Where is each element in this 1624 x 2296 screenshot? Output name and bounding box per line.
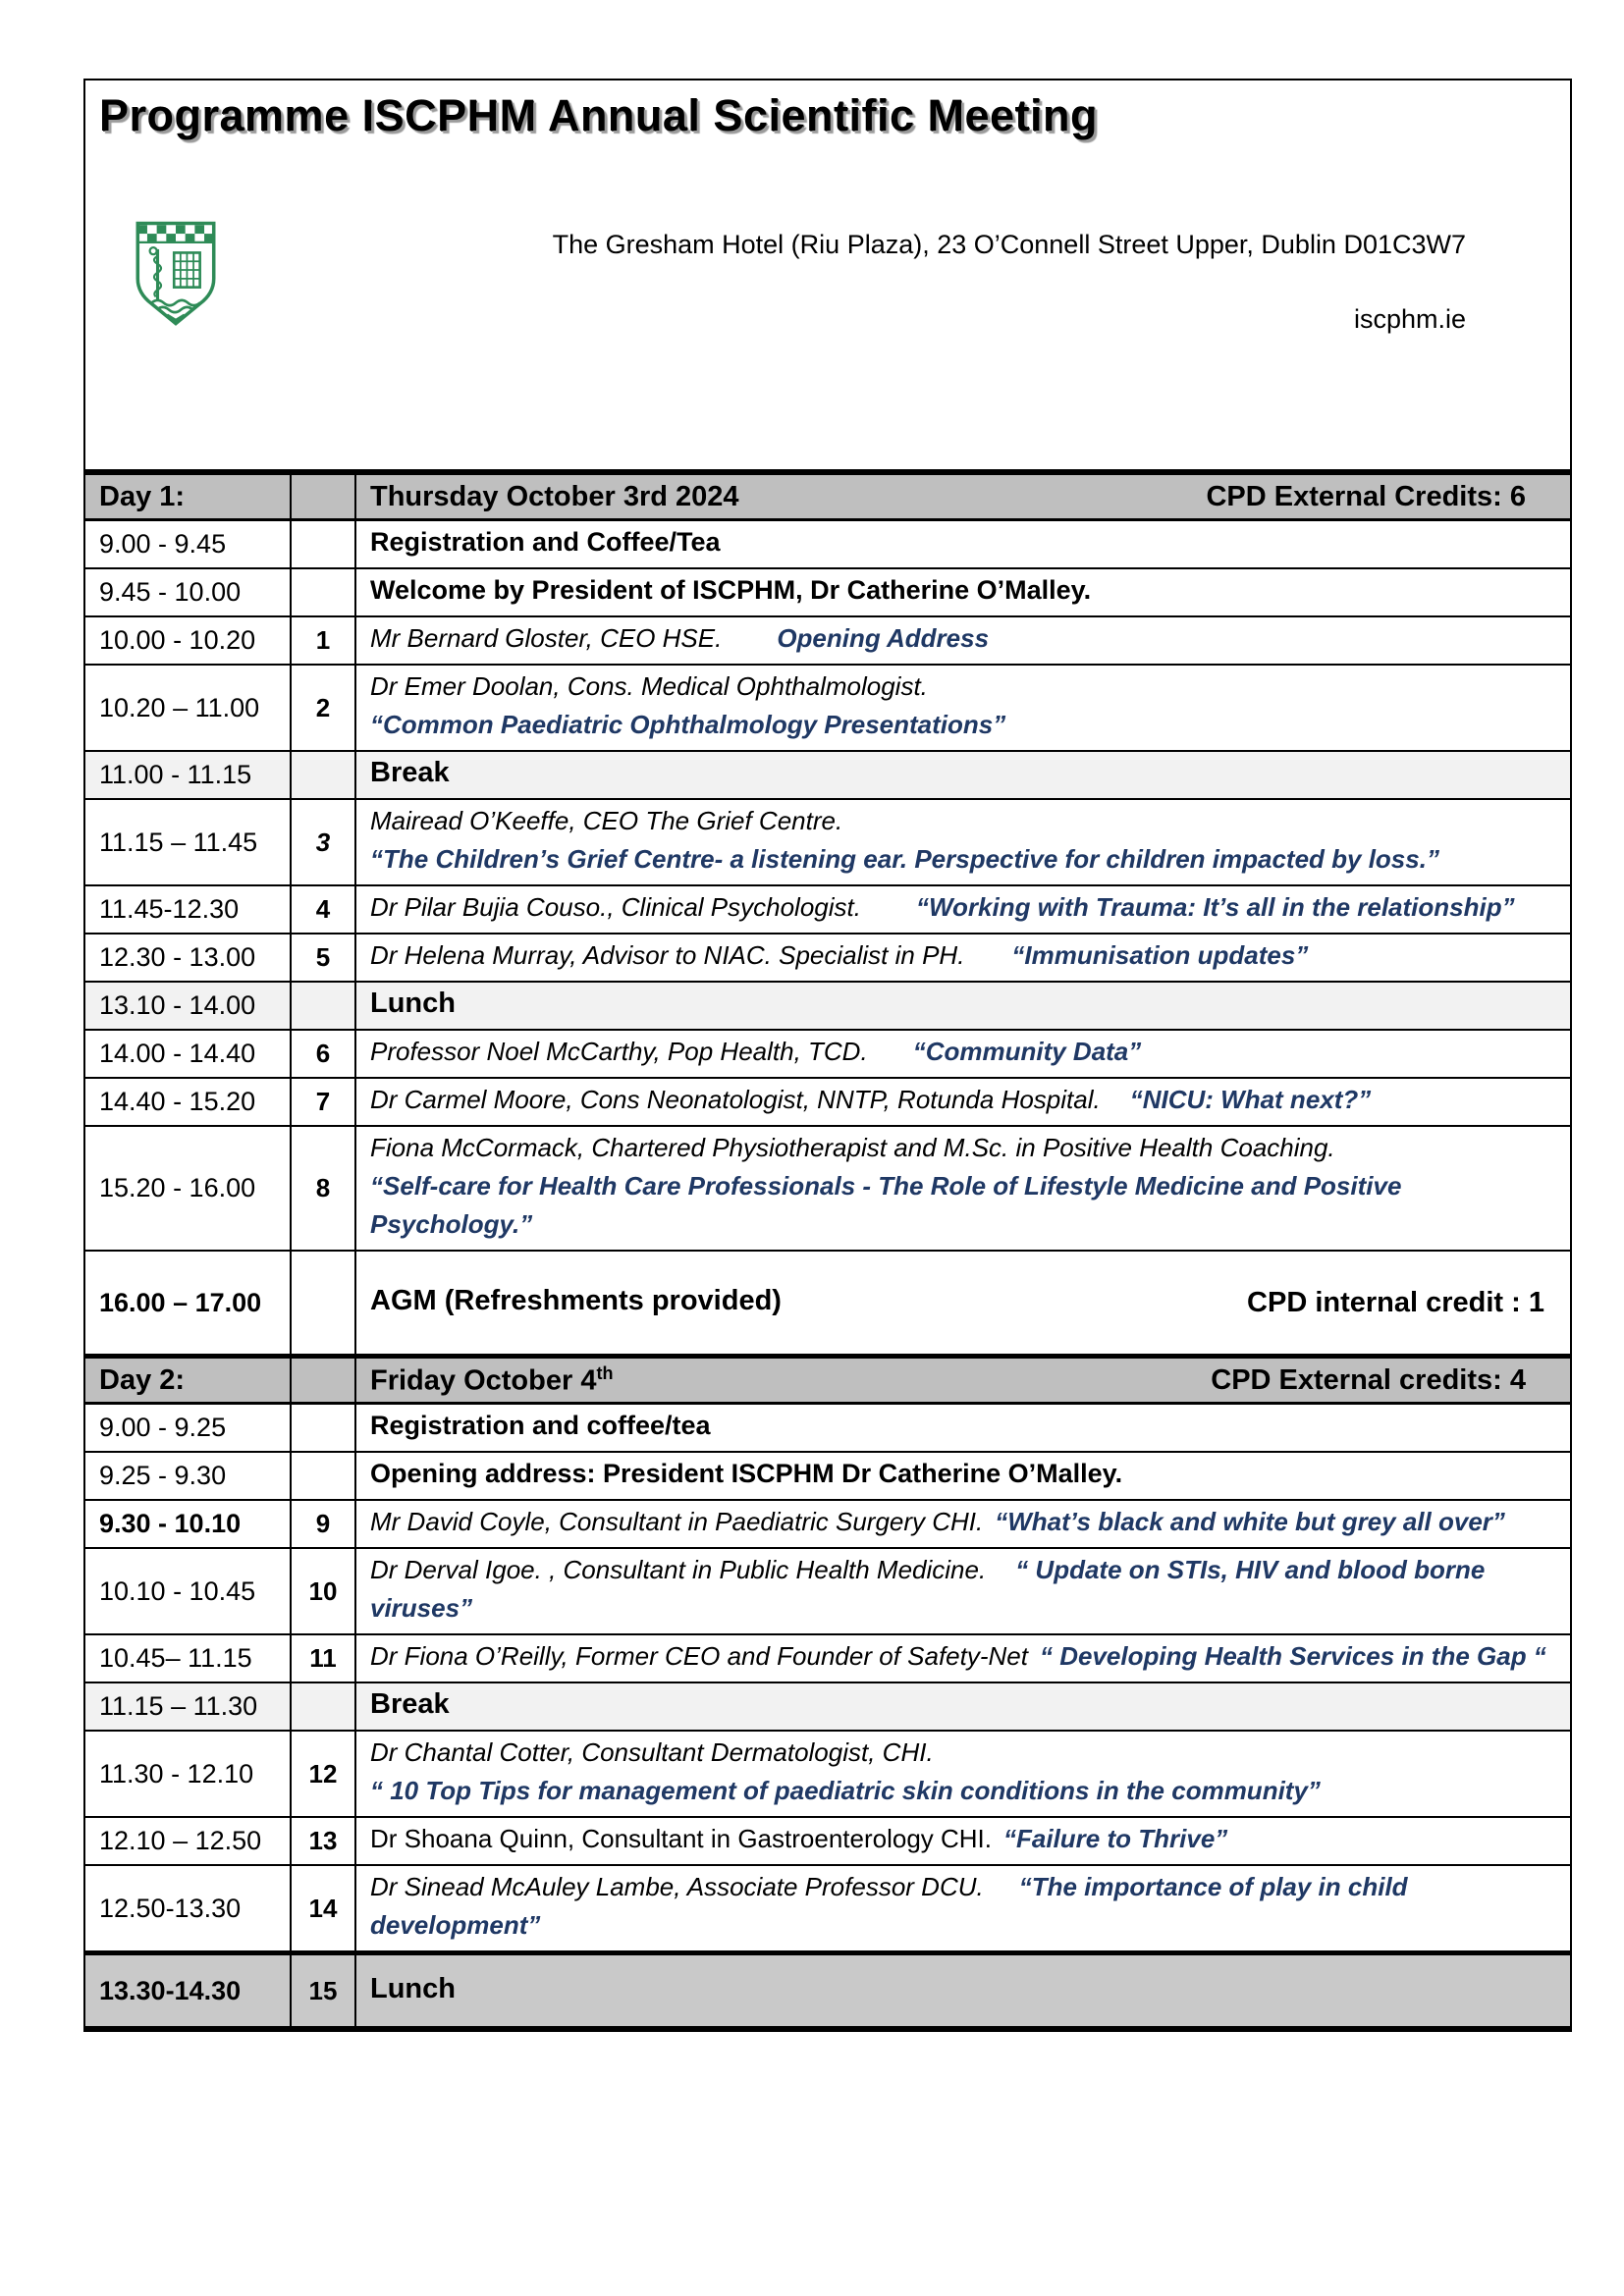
speaker-text: Mr Bernard Gloster, CEO HSE.: [370, 623, 723, 653]
session-number-cell: 3: [292, 800, 356, 884]
crest-grid: [174, 252, 199, 287]
talk-title-text: “The importance of play in child development”: [370, 1872, 1408, 1940]
talk-title-text: “Working with Trauma: It’s all in the relationship”: [915, 892, 1515, 922]
schedule-row: [85, 1252, 1570, 1356]
schedule-row: [85, 1952, 1570, 2030]
session-content-cell: [356, 983, 1570, 1029]
speaker-text: Mairead O’Keeffe, CEO The Grief Centre.: [370, 806, 843, 835]
schedule-row: [85, 800, 1570, 886]
schedule-row: [85, 1405, 1570, 1453]
session-content-cell: [356, 1955, 1570, 2026]
speaker-text: Professor Noel McCarthy, Pop Health, TCD.: [370, 1037, 868, 1066]
document-title: Programme ISCPHM Annual Scientific Meeting: [99, 90, 1098, 140]
session-content-cell: [356, 1635, 1570, 1682]
session-content-cell: [356, 1252, 1570, 1354]
session-content-cell: [356, 475, 1570, 518]
session-number-cell: 14: [292, 1866, 356, 1950]
session-number-cell: [292, 521, 356, 567]
document-header: [85, 80, 1570, 469]
session-number-cell: 9: [292, 1501, 356, 1547]
session-number-cell: 2: [292, 666, 356, 750]
session-content-cell: [356, 1031, 1570, 1077]
talk-title-text: “Community Data”: [912, 1037, 1142, 1066]
session-number-cell: [292, 1359, 356, 1402]
day-title: Thursday October 3rd 2024: [370, 480, 739, 512]
schedule-row: [85, 886, 1570, 934]
session-number-cell: 5: [292, 934, 356, 981]
session-number-cell: [292, 475, 356, 518]
time-cell: 9.45 - 10.00: [85, 569, 292, 615]
session-content-cell: [356, 800, 1570, 884]
schedule-row: [85, 1818, 1570, 1866]
schedule-row: [85, 617, 1570, 666]
time-cell: 12.30 - 13.00: [85, 934, 292, 981]
talk-title-text: “Immunisation updates”: [1011, 940, 1309, 970]
schedule-row: [85, 983, 1570, 1031]
talk-title-text: “The Children’s Grief Centre- a listening ear. Perspective for children impacted by loss.”: [370, 844, 1439, 874]
time-cell: 9.30 - 10.10: [85, 1501, 292, 1547]
speaker-text: Registration and Coffee/Tea: [370, 527, 721, 557]
schedule-row: [85, 1079, 1570, 1127]
time-cell: 11.45-12.30: [85, 886, 292, 933]
talk-title-text: “Failure to Thrive”: [1003, 1824, 1228, 1853]
talk-title-text: “What’s black and white but grey all over”: [995, 1507, 1505, 1536]
talk-title-text: “ Developing Health Services in the Gap “: [1039, 1641, 1546, 1671]
session-number-cell: [292, 1683, 356, 1730]
session-number-cell: 4: [292, 886, 356, 933]
session-content-cell: [356, 1683, 1570, 1730]
schedule-row: [85, 1549, 1570, 1635]
talk-title-text: viruses”: [370, 1593, 473, 1623]
session-number-cell: [292, 1252, 356, 1354]
time-cell: 12.10 – 12.50: [85, 1818, 292, 1864]
session-content-cell: [356, 1549, 1570, 1633]
cpd-credits-label: CPD External Credits: 6: [1206, 480, 1526, 512]
schedule-row: [85, 1732, 1570, 1818]
session-content-cell: [356, 666, 1570, 750]
session-content-cell: [356, 1359, 1570, 1402]
time-cell: 9.25 - 9.30: [85, 1453, 292, 1499]
speaker-text: Dr Chantal Cotter, Consultant Dermatologist, CHI.: [370, 1737, 934, 1767]
iscphm-crest-logo: [133, 220, 219, 328]
session-number-cell: 11: [292, 1635, 356, 1682]
time-cell: Day 2:: [85, 1359, 292, 1402]
time-cell: 9.00 - 9.45: [85, 521, 292, 567]
session-content-cell: [356, 1818, 1570, 1864]
talk-title-text: “Self-care for Health Care Professionals - The Role of Lifestyle Medicine and Positive Psychology.”: [370, 1171, 1402, 1239]
speaker-text: Break: [370, 1688, 450, 1720]
speaker-text: Dr Shoana Quinn, Consultant in Gastroenterology CHI.: [370, 1824, 993, 1853]
session-number-cell: 1: [292, 617, 356, 664]
session-number-cell: 13: [292, 1818, 356, 1864]
session-content-cell: [356, 617, 1570, 664]
time-cell: 10.45– 11.15: [85, 1635, 292, 1682]
time-cell: Day 1:: [85, 475, 292, 518]
speaker-text: Dr Derval Igoe. , Consultant in Public Health Medicine.: [370, 1555, 987, 1584]
speaker-text: Break: [370, 757, 450, 788]
session-number-cell: [292, 983, 356, 1029]
session-number-cell: 15: [292, 1955, 356, 2026]
schedule-row: [85, 1031, 1570, 1079]
session-number-cell: 8: [292, 1127, 356, 1250]
session-content-cell: [356, 1866, 1570, 1950]
speaker-text: Dr Sinead McAuley Lambe, Associate Professor DCU.: [370, 1872, 984, 1901]
website-url: iscphm.ie: [1353, 304, 1466, 334]
speaker-text: Registration and coffee/tea: [370, 1411, 711, 1440]
venue-address: The Gresham Hotel (Riu Plaza), 23 O’Connell Street Upper, Dublin D01C3W7: [552, 230, 1466, 259]
session-content-cell: [356, 1405, 1570, 1451]
time-cell: 13.10 - 14.00: [85, 983, 292, 1029]
time-cell: 10.20 – 11.00: [85, 666, 292, 750]
schedule-row: [85, 1683, 1570, 1732]
schedule-row: [85, 752, 1570, 800]
speaker-text: Dr Helena Murray, Advisor to NIAC. Specialist in PH.: [370, 940, 965, 970]
speaker-text: Dr Fiona O’Reilly, Former CEO and Founder of Safety-Net: [370, 1641, 1028, 1671]
time-cell: 14.40 - 15.20: [85, 1079, 292, 1125]
time-cell: 11.15 – 11.30: [85, 1683, 292, 1730]
schedule-row: [85, 666, 1570, 752]
session-content-cell: [356, 1732, 1570, 1816]
talk-title-text: “ Update on STIs, HIV and blood borne: [1015, 1555, 1486, 1584]
session-content-cell: [356, 569, 1570, 615]
speaker-text: Lunch: [370, 988, 456, 1019]
talk-title-text: “NICU: What next?”: [1129, 1085, 1372, 1114]
time-cell: 11.30 - 12.10: [85, 1732, 292, 1816]
session-number-cell: 6: [292, 1031, 356, 1077]
session-content-cell: [356, 521, 1570, 567]
time-cell: 15.20 - 16.00: [85, 1127, 292, 1250]
speaker-text: Mr David Coyle, Consultant in Paediatric Surgery CHI.: [370, 1507, 984, 1536]
speaker-text: Opening address: President ISCPHM Dr Catherine O’Malley.: [370, 1459, 1123, 1488]
session-number-cell: 10: [292, 1549, 356, 1633]
time-cell: 10.10 - 10.45: [85, 1549, 292, 1633]
session-number-cell: [292, 1405, 356, 1451]
session-number-cell: [292, 1453, 356, 1499]
schedule-row: [85, 1453, 1570, 1501]
session-content-cell: [356, 934, 1570, 981]
schedule-row: [85, 1635, 1570, 1683]
speaker-text: AGM (Refreshments provided): [370, 1284, 782, 1316]
crest-checker-band: [137, 225, 213, 242]
time-cell: 11.15 – 11.45: [85, 800, 292, 884]
programme-sheet: [83, 79, 1572, 2032]
speaker-text: Dr Carmel Moore, Cons Neonatologist, NNTP, Rotunda Hospital.: [370, 1085, 1101, 1114]
time-cell: 16.00 – 17.00: [85, 1252, 292, 1354]
talk-title-text: “ 10 Top Tips for management of paediatric skin conditions in the community”: [370, 1776, 1321, 1805]
crest-asclepius-rod: [150, 247, 161, 299]
speaker-text: Welcome by President of ISCPHM, Dr Catherine O’Malley.: [370, 575, 1092, 605]
talk-title-text: “Common Paediatric Ophthalmology Presentations”: [370, 710, 1006, 739]
talk-title-text: Opening Address: [777, 623, 990, 653]
session-content-cell: [356, 1501, 1570, 1547]
session-content-cell: [356, 886, 1570, 933]
programme-table: [85, 469, 1570, 2030]
speaker-text: Lunch: [370, 1972, 456, 2004]
day-header-row: [85, 1356, 1570, 1405]
time-cell: 13.30-14.30: [85, 1955, 292, 2026]
session-number-cell: [292, 752, 356, 798]
speaker-text: Dr Pilar Bujia Couso., Clinical Psychologist.: [370, 892, 861, 922]
schedule-row: [85, 1866, 1570, 1952]
schedule-row: [85, 521, 1570, 569]
day-header-row: [85, 472, 1570, 521]
session-content-cell: [356, 1079, 1570, 1125]
time-cell: 11.00 - 11.15: [85, 752, 292, 798]
day-title: Friday October 4th: [370, 1362, 614, 1397]
schedule-row: [85, 569, 1570, 617]
schedule-row: [85, 1127, 1570, 1252]
speaker-text: Fiona McCormack, Chartered Physiotherapist and M.Sc. in Positive Health Coaching.: [370, 1133, 1335, 1162]
session-content-cell: [356, 1127, 1570, 1250]
speaker-text: Dr Emer Doolan, Cons. Medical Ophthalmologist.: [370, 671, 928, 701]
cpd-credits-label: CPD internal credit : 1: [1247, 1286, 1544, 1318]
time-cell: 14.00 - 14.40: [85, 1031, 292, 1077]
session-content-cell: [356, 1453, 1570, 1499]
time-cell: 10.00 - 10.20: [85, 617, 292, 664]
time-cell: 9.00 - 9.25: [85, 1405, 292, 1451]
time-cell: 12.50-13.30: [85, 1866, 292, 1950]
session-content-cell: [356, 752, 1570, 798]
session-number-cell: 12: [292, 1732, 356, 1816]
schedule-row: [85, 1501, 1570, 1549]
cpd-credits-label: CPD External credits: 4: [1211, 1363, 1526, 1396]
session-number-cell: [292, 569, 356, 615]
session-number-cell: 7: [292, 1079, 356, 1125]
schedule-row: [85, 934, 1570, 983]
